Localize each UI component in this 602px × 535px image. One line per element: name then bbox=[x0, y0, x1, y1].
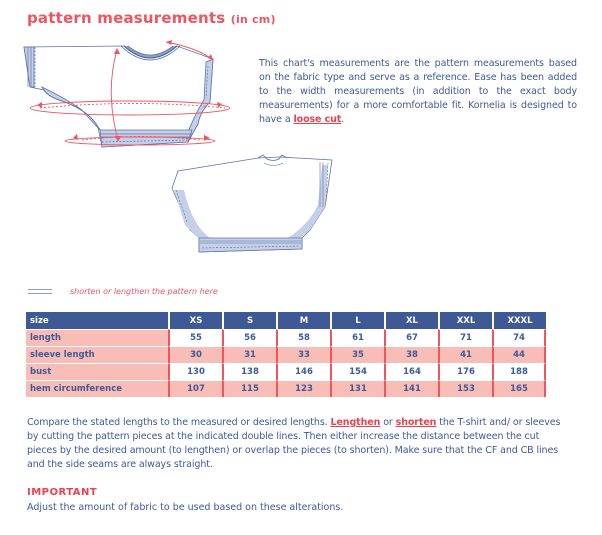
intro-end: . bbox=[341, 114, 345, 125]
title-unit: (in cm) bbox=[230, 13, 276, 26]
table-cell: 71 bbox=[438, 329, 492, 346]
title-text: pattern measurements bbox=[27, 9, 226, 27]
table-cell: 154 bbox=[330, 363, 384, 380]
loose-cut-link[interactable]: loose cut bbox=[293, 114, 342, 125]
table-row-hem-circumference bbox=[26, 380, 546, 397]
legend-text: shorten or lengthen the pattern here bbox=[70, 287, 218, 296]
table-cell: 146 bbox=[276, 363, 330, 380]
table-cell: 131 bbox=[330, 380, 384, 397]
table-cell: 35 bbox=[330, 346, 384, 363]
header-xxxl: XXXL bbox=[492, 312, 546, 329]
table-cell: 30 bbox=[168, 346, 222, 363]
table-cell: 107 bbox=[168, 380, 222, 397]
intro-paragraph bbox=[259, 57, 577, 127]
table-cell: 123 bbox=[276, 380, 330, 397]
size-table bbox=[26, 312, 546, 397]
table-cell: 74 bbox=[492, 329, 546, 346]
table-cell: 38 bbox=[384, 346, 438, 363]
table-cell: 138 bbox=[222, 363, 276, 380]
shorten-link[interactable]: shorten bbox=[395, 417, 437, 428]
header-m: M bbox=[276, 312, 330, 329]
table-cell: 41 bbox=[438, 346, 492, 363]
header-xs: XS bbox=[168, 312, 222, 329]
table-row-bust bbox=[26, 363, 546, 380]
table-cell: 188 bbox=[492, 363, 546, 380]
row-label: hem circumference bbox=[26, 380, 168, 397]
table-cell: 56 bbox=[222, 329, 276, 346]
header-l: L bbox=[330, 312, 384, 329]
table-cell: 33 bbox=[276, 346, 330, 363]
table-row-sleeve-length bbox=[26, 346, 546, 363]
instructions-paragraph bbox=[27, 416, 572, 472]
lengthen-link[interactable]: Lengthen bbox=[330, 417, 381, 428]
intro-text: This chart's measurements are the pattern measurements based on the fabric type and serve as a reference. Ease has been added to the width measurements (in addition to the exact body measurements) for a more comfortable fit. Kornelia is designed to have a bbox=[259, 58, 577, 125]
table-cell: 141 bbox=[384, 380, 438, 397]
table-cell: 164 bbox=[384, 363, 438, 380]
table-cell: 176 bbox=[438, 363, 492, 380]
header-xxl: XXL bbox=[438, 312, 492, 329]
table-cell: 130 bbox=[168, 363, 222, 380]
garment-back-illustration bbox=[160, 135, 380, 260]
instructions-text-2: or bbox=[380, 417, 396, 428]
table-cell: 115 bbox=[222, 380, 276, 397]
instructions-text-3: the T-shirt and/ or sleeves by cutting the pattern pieces at the indicated double lines. Then either increase the distance between the cut pieces by the desired amount (to lengthen) or overlap the pieces (to shorten). Make sure that the CF and CB lines and the side seams are always straight. bbox=[27, 417, 561, 470]
table-cell: 55 bbox=[168, 329, 222, 346]
instructions-text-1: Compare the stated lengths to the measured or desired lengths. bbox=[27, 417, 331, 428]
table-cell: 153 bbox=[438, 380, 492, 397]
important-text: Adjust the amount of fabric to be used based on these alterations. bbox=[27, 502, 344, 513]
row-label: sleeve length bbox=[26, 346, 168, 363]
table-row-length bbox=[26, 329, 546, 346]
header-xl: XL bbox=[384, 312, 438, 329]
double-line-icon bbox=[28, 289, 52, 294]
table-header-row bbox=[26, 312, 546, 329]
header-size: size bbox=[26, 312, 168, 329]
row-label: bust bbox=[26, 363, 168, 380]
table-cell: 31 bbox=[222, 346, 276, 363]
table-cell: 165 bbox=[492, 380, 546, 397]
header-s: S bbox=[222, 312, 276, 329]
page-title bbox=[27, 9, 276, 27]
table-cell: 44 bbox=[492, 346, 546, 363]
legend bbox=[28, 287, 218, 296]
table-cell: 58 bbox=[276, 329, 330, 346]
row-label: length bbox=[26, 329, 168, 346]
important-heading: IMPORTANT bbox=[27, 487, 98, 498]
table-cell: 67 bbox=[384, 329, 438, 346]
table-cell: 61 bbox=[330, 329, 384, 346]
